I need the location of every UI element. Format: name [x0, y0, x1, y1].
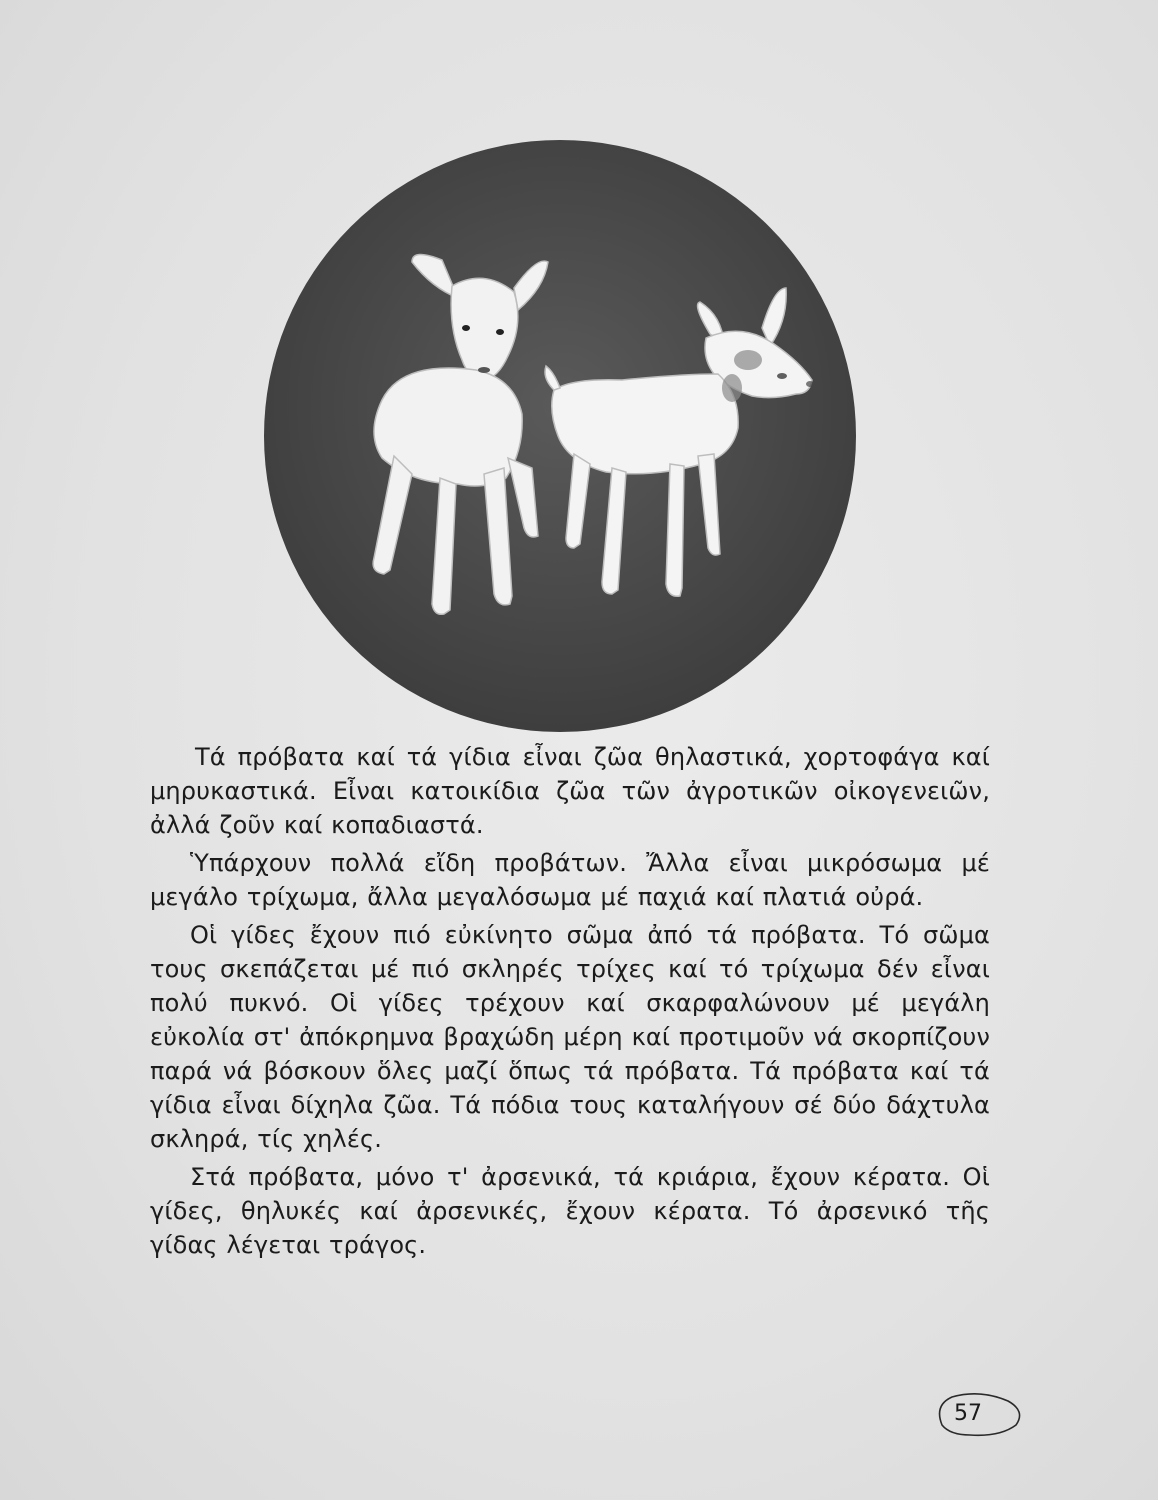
paragraph-1: Τά πρόβατα καί τά γίδια εἶναι ζῶα θηλαστικά, χορτοφάγα καί μηρυκαστικά. Εἶναι κατοικίδια ζῶα τῶν ἀγροτικῶν οἰκογενειῶν, ἀλλά ζοῦν καί κοπαδιαστά. — [150, 743, 990, 839]
paragraph-2: Ὑπάρχουν πολλά εἴδη προβάτων. Ἄλλα εἶναι μικρόσωμα μέ μεγάλο τρίχωμα, ἄλλα μεγαλόσωμα μέ παχιά καί πλατιά οὐρά. — [150, 849, 990, 911]
page-number-label: 57 — [954, 1401, 982, 1426]
page-number — [930, 1385, 1030, 1441]
goat-kids-illustration — [262, 138, 858, 734]
body-text — [150, 740, 990, 1262]
paragraph-4: Στά πρόβατα, μόνο τ' ἀρσενικά, τά κριάρια, ἔχουν κέρατα. Οἱ γίδες, θηλυκές καί ἀρσενικές, ἔχουν κέρατα. Τό ἀρσενικό τῆς γίδας λέγεται τράγος. — [150, 1163, 990, 1259]
paragraph-3: Οἱ γίδες ἔχουν πιό εὐκίνητο σῶμα ἀπό τά πρόβατα. Τό σῶμα τους σκεπάζεται μέ πιό σκληρές τρίχες καί τό τρίχωμα δέν εἶναι πολύ πυκνό. Οἱ γίδες τρέχουν καί σκαρφαλώνουν μέ μεγάλη εὐκολία στ' ἀπόκρημνα βραχώδη μέρη καί προτιμοῦν νά σκορπίζουν παρά νά βόσκουν ὅλες μαζί ὅπως τά πρόβατα. Τά πρόβατα καί τά γίδια εἶναι δίχηλα ζῶα. Τά πόδια τους καταλήγουν σέ δύο δάχτυλα σκληρά, τίς χηλές. — [150, 921, 990, 1153]
